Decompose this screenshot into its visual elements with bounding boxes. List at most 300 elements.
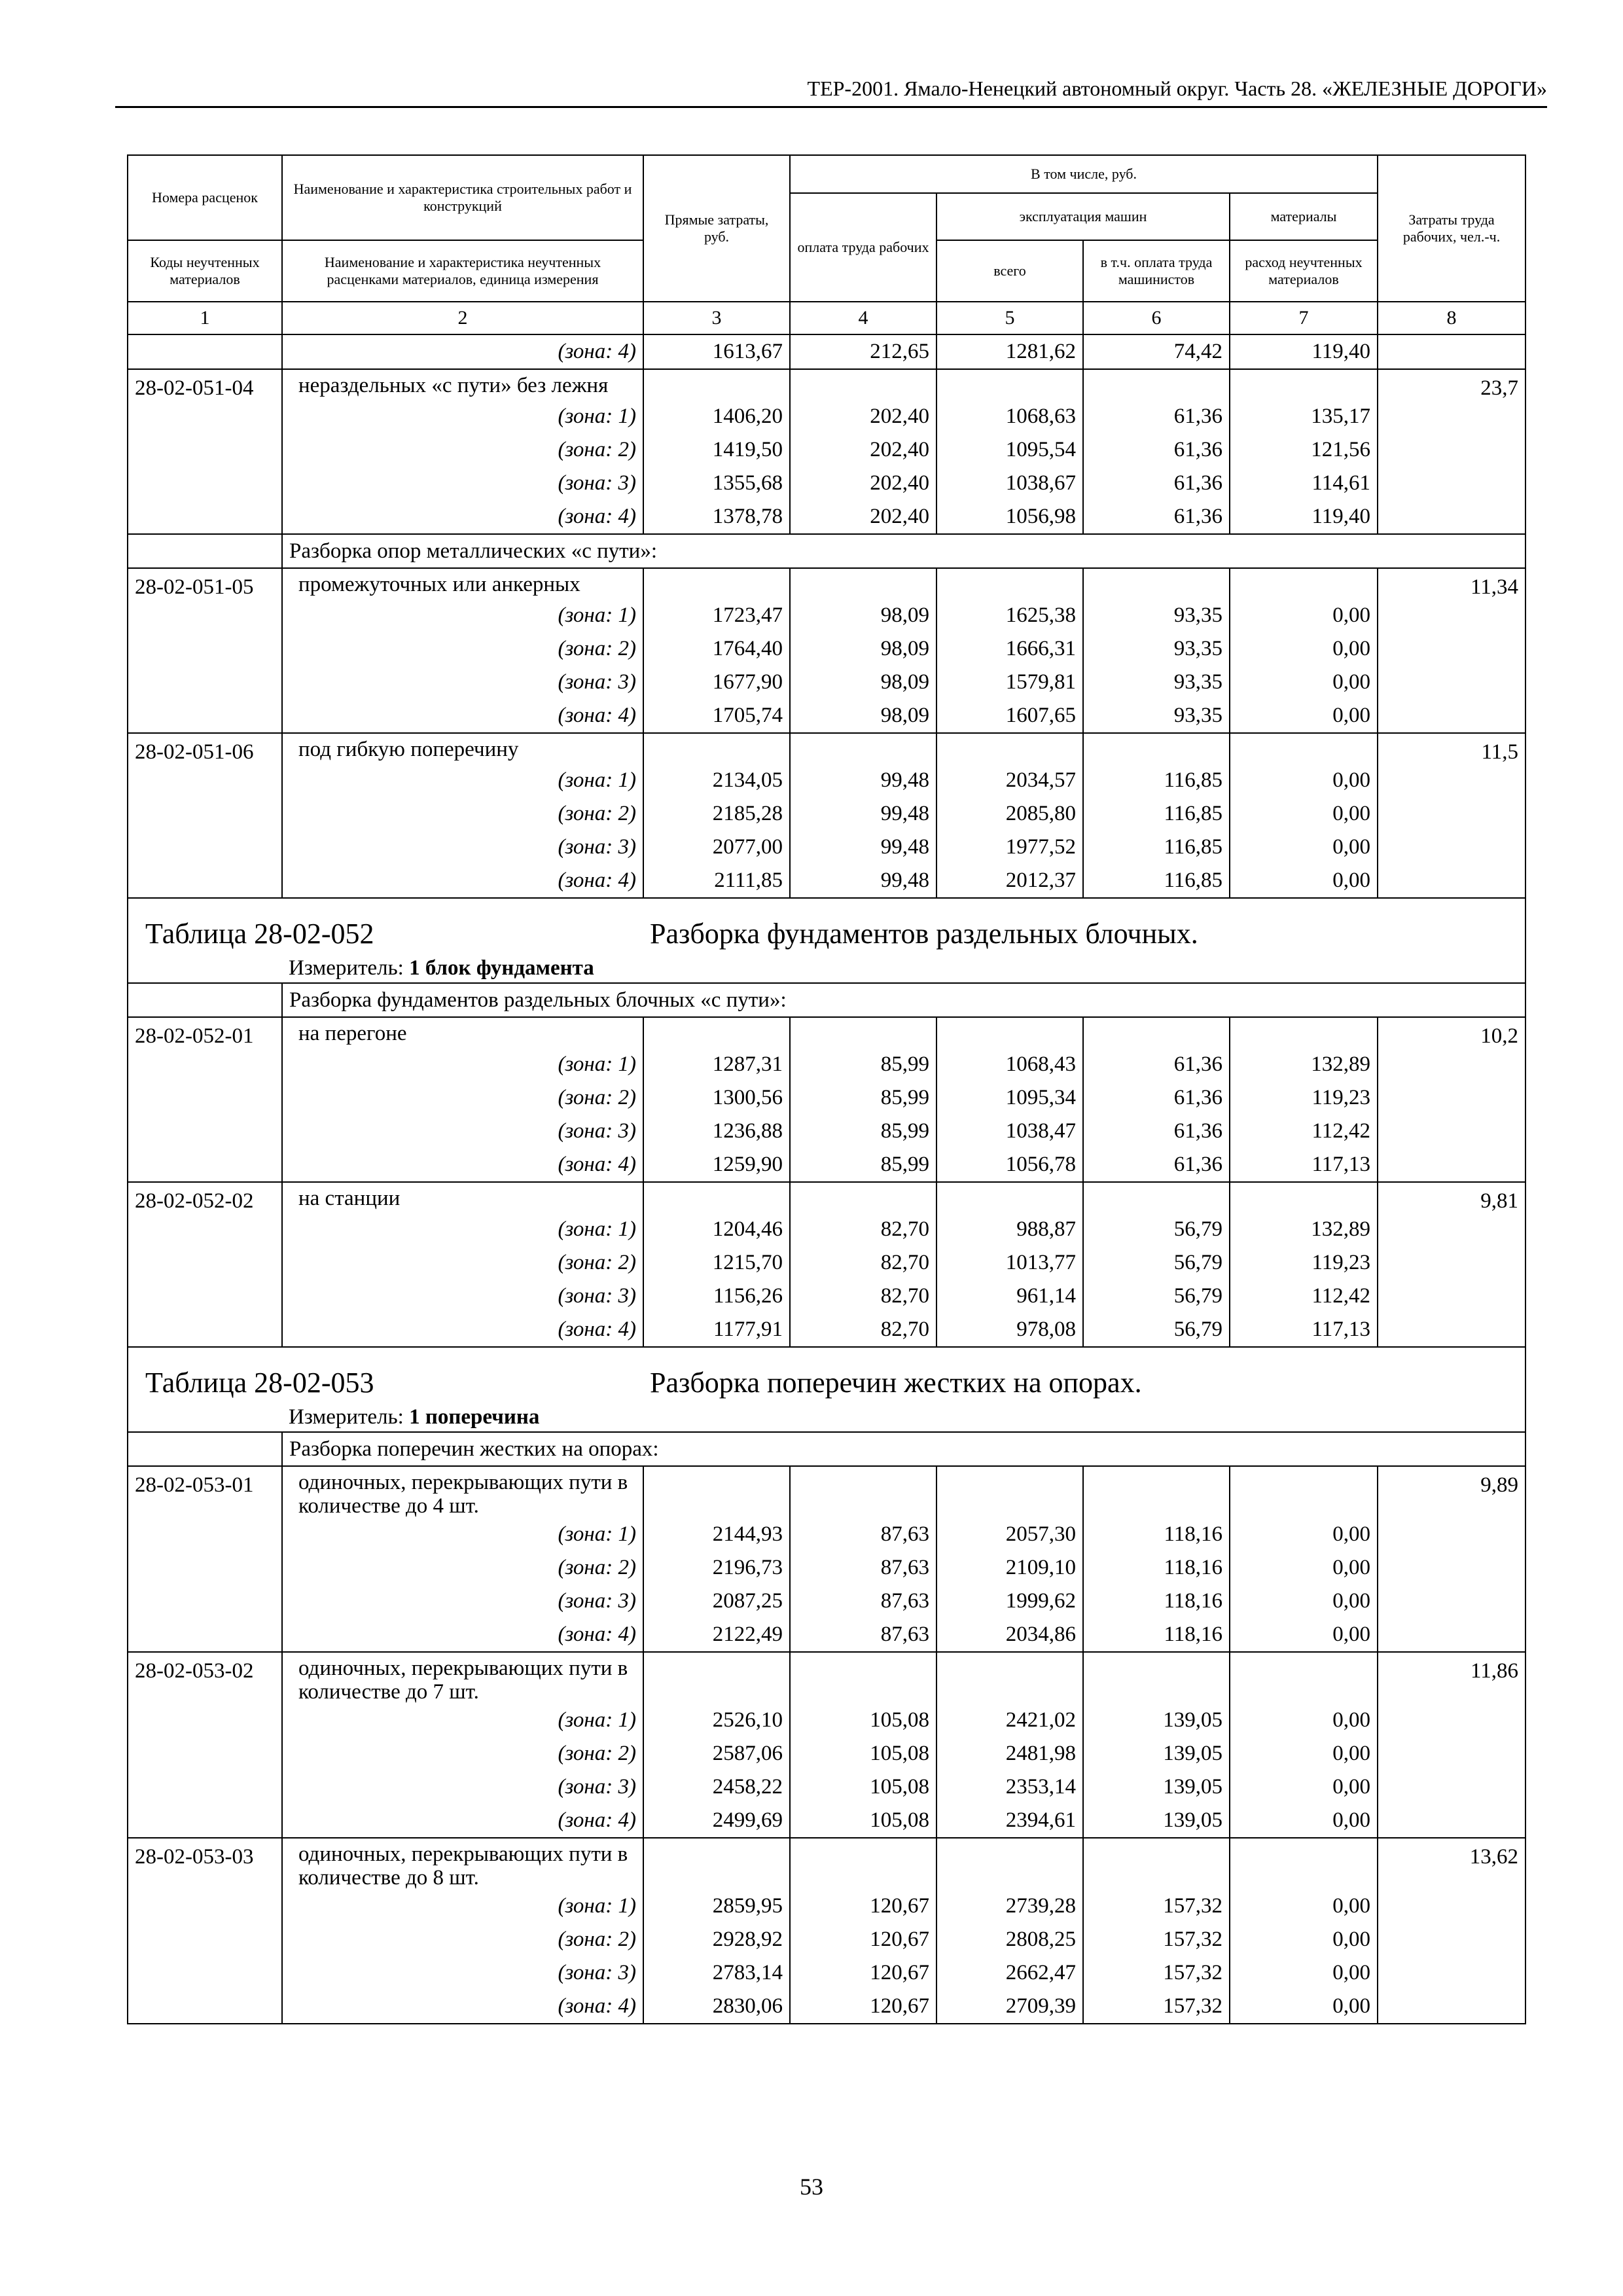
value-cell: 0,00 <box>1230 666 1378 699</box>
labor-hours-cell <box>1378 433 1525 467</box>
zone-label: (зона: 2) <box>282 433 643 467</box>
code-cell <box>128 1804 282 1838</box>
value-cell: 1666,31 <box>936 632 1083 666</box>
zone-label: (зона: 3) <box>282 1585 643 1618</box>
zone-row <box>128 1890 1525 1923</box>
value-cell: 2012,37 <box>936 864 1083 898</box>
zone-row <box>128 1585 1525 1618</box>
item-code: 28-02-052-02 <box>128 1182 282 1213</box>
zone-label: (зона: 1) <box>282 1213 643 1246</box>
value-cell <box>790 733 936 764</box>
value-cell: 1355,68 <box>643 467 790 500</box>
value-cell: 82,70 <box>790 1313 936 1347</box>
value-cell <box>1083 1466 1230 1518</box>
header-labor-hours: Затраты труда рабочих, чел.-ч. <box>1378 155 1525 302</box>
code-cell <box>128 797 282 831</box>
zone-label: (зона: 3) <box>282 666 643 699</box>
code-cell <box>128 1923 282 1956</box>
value-cell: 135,17 <box>1230 400 1378 433</box>
table-title: Разборка поперечин жестких на опорах. <box>643 1347 1525 1403</box>
value-cell: 139,05 <box>1083 1770 1230 1804</box>
value-cell: 112,42 <box>1230 1280 1378 1313</box>
value-cell <box>643 733 790 764</box>
value-cell: 99,48 <box>790 864 936 898</box>
code-cell <box>128 954 282 983</box>
code-cell <box>128 433 282 467</box>
value-cell: 2034,57 <box>936 764 1083 797</box>
value-cell: 85,99 <box>790 1048 936 1081</box>
value-cell <box>1083 1838 1230 1890</box>
labor-hours-cell <box>1378 764 1525 797</box>
zone-label: (зона: 3) <box>282 467 643 500</box>
item-title: одиночных, перекрывающих пути в количестве до 4 шт. <box>282 1466 643 1518</box>
header-machinist-pay: в т.ч. оплата труда машинистов <box>1083 240 1230 302</box>
value-cell: 2085,80 <box>936 797 1083 831</box>
code-cell <box>128 1081 282 1115</box>
value-cell: 98,09 <box>790 599 936 632</box>
value-cell <box>643 369 790 400</box>
value-cell: 2783,14 <box>643 1956 790 1990</box>
value-cell: 1406,20 <box>643 400 790 433</box>
zone-row <box>128 599 1525 632</box>
header-labor-pay: оплата труда рабочих <box>790 193 936 302</box>
value-cell: 2830,06 <box>643 1990 790 2024</box>
value-cell: 2111,85 <box>643 864 790 898</box>
zone-row <box>128 1990 1525 2024</box>
value-cell <box>643 1652 790 1704</box>
zone-label: (зона: 1) <box>282 599 643 632</box>
value-cell <box>790 1017 936 1048</box>
value-cell: 202,40 <box>790 433 936 467</box>
value-cell: 0,00 <box>1230 599 1378 632</box>
item-title: на станции <box>282 1182 643 1213</box>
zone-label: (зона: 4) <box>282 1990 643 2024</box>
value-cell: 93,35 <box>1083 599 1230 632</box>
value-cell: 118,16 <box>1083 1585 1230 1618</box>
value-cell: 0,00 <box>1230 1804 1378 1838</box>
value-cell: 1095,34 <box>936 1081 1083 1115</box>
value-cell: 157,32 <box>1083 1956 1230 1990</box>
labor-hours-cell <box>1378 1618 1525 1652</box>
value-cell: 61,36 <box>1083 467 1230 500</box>
zone-row <box>128 666 1525 699</box>
value-cell: 1764,40 <box>643 632 790 666</box>
value-cell: 2587,06 <box>643 1737 790 1770</box>
measure-label: Измеритель: <box>289 956 404 980</box>
value-cell: 0,00 <box>1230 864 1378 898</box>
zone-label: (зона: 3) <box>282 1770 643 1804</box>
value-cell <box>1083 1182 1230 1213</box>
zone-row <box>128 1923 1525 1956</box>
value-cell: 157,32 <box>1083 1990 1230 2024</box>
column-numbers-row <box>128 302 1525 334</box>
value-cell: 61,36 <box>1083 1048 1230 1081</box>
value-cell: 2709,39 <box>936 1990 1083 2024</box>
value-cell: 2144,93 <box>643 1518 790 1551</box>
zone-label: (зона: 2) <box>282 1246 643 1280</box>
value-cell: 1056,98 <box>936 500 1083 534</box>
value-cell <box>1230 1838 1378 1890</box>
value-cell: 212,65 <box>790 334 936 369</box>
zone-label: (зона: 1) <box>282 1704 643 1737</box>
value-cell: 961,14 <box>936 1280 1083 1313</box>
value-cell: 114,61 <box>1230 467 1378 500</box>
value-cell: 85,99 <box>790 1081 936 1115</box>
value-cell: 120,67 <box>790 1956 936 1990</box>
measure-row <box>128 1403 1525 1432</box>
value-cell: 2662,47 <box>936 1956 1083 1990</box>
code-cell <box>128 1551 282 1585</box>
group-heading-row <box>128 1432 1525 1466</box>
zone-row <box>128 1518 1525 1551</box>
measure-text <box>282 954 1525 983</box>
zone-label: (зона: 1) <box>282 1890 643 1923</box>
code-cell <box>128 864 282 898</box>
code-cell <box>128 1990 282 2024</box>
labor-hours: 9,81 <box>1378 1182 1525 1213</box>
code-cell <box>128 534 282 568</box>
price-table <box>127 154 1526 2024</box>
value-cell: 1056,78 <box>936 1148 1083 1182</box>
value-cell <box>790 369 936 400</box>
value-cell: 1068,63 <box>936 400 1083 433</box>
value-cell: 0,00 <box>1230 699 1378 733</box>
value-cell <box>936 1017 1083 1048</box>
labor-hours-cell <box>1378 632 1525 666</box>
code-cell <box>128 1585 282 1618</box>
value-cell: 1977,52 <box>936 831 1083 864</box>
value-cell: 0,00 <box>1230 1618 1378 1652</box>
running-header: ТЕР-2001. Ямало-Ненецкий автономный округ. Часть 28. «ЖЕЛЕЗНЫЕ ДОРОГИ» <box>115 71 1547 108</box>
value-cell: 56,79 <box>1083 1246 1230 1280</box>
value-cell: 82,70 <box>790 1246 936 1280</box>
value-cell: 202,40 <box>790 500 936 534</box>
table-label: Таблица 28-02-053 <box>128 1347 643 1403</box>
value-cell: 202,40 <box>790 467 936 500</box>
header-name-top: Наименование и характеристика строительных работ и конструкций <box>282 155 643 240</box>
labor-hours-cell <box>1378 1213 1525 1246</box>
column-number: 6 <box>1083 302 1230 334</box>
value-cell: 85,99 <box>790 1115 936 1148</box>
value-cell <box>1083 1017 1230 1048</box>
item-title: одиночных, перекрывающих пути в количестве до 8 шт. <box>282 1838 643 1890</box>
code-cell <box>128 1148 282 1182</box>
labor-hours-cell <box>1378 1990 1525 2024</box>
code-cell <box>128 1432 282 1466</box>
value-cell: 1613,67 <box>643 334 790 369</box>
code-cell <box>128 467 282 500</box>
item-code: 28-02-051-05 <box>128 568 282 599</box>
labor-hours-cell <box>1378 1048 1525 1081</box>
value-cell <box>643 568 790 599</box>
value-cell: 2034,86 <box>936 1618 1083 1652</box>
value-cell: 2196,73 <box>643 1551 790 1585</box>
labor-hours: 11,86 <box>1378 1652 1525 1704</box>
code-cell <box>128 334 282 369</box>
zone-label: (зона: 4) <box>282 1313 643 1347</box>
value-cell: 61,36 <box>1083 1081 1230 1115</box>
item-code: 28-02-052-01 <box>128 1017 282 1048</box>
zone-label: (зона: 2) <box>282 632 643 666</box>
value-cell: 82,70 <box>790 1213 936 1246</box>
item-title-row <box>128 1182 1525 1213</box>
code-cell <box>128 1313 282 1347</box>
value-cell: 1259,90 <box>643 1148 790 1182</box>
value-cell: 2122,49 <box>643 1618 790 1652</box>
item-title-row <box>128 1466 1525 1518</box>
labor-hours-cell <box>1378 1923 1525 1956</box>
value-cell <box>1230 1466 1378 1518</box>
value-cell: 74,42 <box>1083 334 1230 369</box>
zone-row <box>128 1246 1525 1280</box>
value-cell: 1378,78 <box>643 500 790 534</box>
value-cell: 978,08 <box>936 1313 1083 1347</box>
value-cell: 2499,69 <box>643 1804 790 1838</box>
value-cell: 0,00 <box>1230 764 1378 797</box>
value-cell: 1300,56 <box>643 1081 790 1115</box>
value-cell: 61,36 <box>1083 1115 1230 1148</box>
value-cell: 0,00 <box>1230 1737 1378 1770</box>
item-title-row <box>128 1838 1525 1890</box>
zone-row <box>128 632 1525 666</box>
value-cell: 2739,28 <box>936 1890 1083 1923</box>
zone-label: (зона: 3) <box>282 1956 643 1990</box>
zone-row <box>128 1313 1525 1347</box>
group-heading: Разборка поперечин жестких на опорах: <box>282 1432 1525 1466</box>
value-cell <box>790 1466 936 1518</box>
zone-row <box>128 1551 1525 1585</box>
item-code: 28-02-053-03 <box>128 1838 282 1890</box>
item-title: на перегоне <box>282 1017 643 1048</box>
labor-hours: 23,7 <box>1378 369 1525 400</box>
value-cell: 93,35 <box>1083 666 1230 699</box>
labor-hours-cell <box>1378 797 1525 831</box>
value-cell <box>1083 1652 1230 1704</box>
value-cell <box>790 1838 936 1890</box>
value-cell: 1677,90 <box>643 666 790 699</box>
zone-label: (зона: 3) <box>282 1115 643 1148</box>
value-cell: 56,79 <box>1083 1213 1230 1246</box>
table-header <box>128 155 1525 302</box>
labor-hours-cell <box>1378 1585 1525 1618</box>
header-direct-costs: Прямые затраты, руб. <box>643 155 790 302</box>
value-cell: 99,48 <box>790 831 936 864</box>
value-cell: 2353,14 <box>936 1770 1083 1804</box>
value-cell: 119,23 <box>1230 1246 1378 1280</box>
column-number: 7 <box>1230 302 1378 334</box>
value-cell: 1579,81 <box>936 666 1083 699</box>
value-cell: 120,67 <box>790 1890 936 1923</box>
zone-row <box>128 1770 1525 1804</box>
labor-hours: 10,2 <box>1378 1017 1525 1048</box>
value-cell <box>936 733 1083 764</box>
zone-row <box>128 1148 1525 1182</box>
item-title-row <box>128 733 1525 764</box>
column-number: 3 <box>643 302 790 334</box>
value-cell: 120,67 <box>790 1923 936 1956</box>
value-cell: 2859,95 <box>643 1890 790 1923</box>
value-cell: 0,00 <box>1230 1923 1378 1956</box>
value-cell: 2928,92 <box>643 1923 790 1956</box>
zone-row <box>128 500 1525 534</box>
value-cell: 118,16 <box>1083 1618 1230 1652</box>
value-cell: 157,32 <box>1083 1890 1230 1923</box>
value-cell <box>936 1838 1083 1890</box>
zone-row <box>128 1618 1525 1652</box>
value-cell: 61,36 <box>1083 1148 1230 1182</box>
code-cell <box>128 666 282 699</box>
column-number: 8 <box>1378 302 1525 334</box>
table-label: Таблица 28-02-052 <box>128 898 643 954</box>
value-cell: 0,00 <box>1230 632 1378 666</box>
zone-row <box>128 1737 1525 1770</box>
value-cell: 82,70 <box>790 1280 936 1313</box>
labor-hours-cell <box>1378 334 1525 369</box>
value-cell: 105,08 <box>790 1804 936 1838</box>
value-cell: 988,87 <box>936 1213 1083 1246</box>
zone-row <box>128 1956 1525 1990</box>
header-including: В том числе, руб. <box>790 155 1378 193</box>
item-title-row <box>128 1017 1525 1048</box>
value-cell: 1095,54 <box>936 433 1083 467</box>
value-cell: 132,89 <box>1230 1048 1378 1081</box>
value-cell <box>1083 568 1230 599</box>
item-code: 28-02-053-02 <box>128 1652 282 1704</box>
value-cell <box>1230 1652 1378 1704</box>
item-title-row <box>128 369 1525 400</box>
value-cell: 0,00 <box>1230 1551 1378 1585</box>
value-cell: 1204,46 <box>643 1213 790 1246</box>
value-cell: 1156,26 <box>643 1280 790 1313</box>
value-cell: 105,08 <box>790 1737 936 1770</box>
code-cell <box>128 983 282 1017</box>
item-code: 28-02-051-06 <box>128 733 282 764</box>
labor-hours-cell <box>1378 699 1525 733</box>
zone-label: (зона: 1) <box>282 1048 643 1081</box>
header-name-bottom: Наименование и характеристика неучтенных расценками материалов, единица измерения <box>282 240 643 302</box>
code-cell <box>128 1890 282 1923</box>
labor-hours-cell <box>1378 1956 1525 1990</box>
zone-label: (зона: 4) <box>282 864 643 898</box>
code-cell <box>128 831 282 864</box>
value-cell: 139,05 <box>1083 1704 1230 1737</box>
item-code: 28-02-053-01 <box>128 1466 282 1518</box>
code-cell <box>128 1280 282 1313</box>
value-cell: 1038,47 <box>936 1115 1083 1148</box>
value-cell: 139,05 <box>1083 1804 1230 1838</box>
value-cell: 202,40 <box>790 400 936 433</box>
value-cell: 1723,47 <box>643 599 790 632</box>
zone-label: (зона: 1) <box>282 1518 643 1551</box>
code-cell <box>128 400 282 433</box>
value-cell: 0,00 <box>1230 1518 1378 1551</box>
measure-label: Измеритель: <box>289 1405 404 1429</box>
value-cell <box>1230 1182 1378 1213</box>
labor-hours-cell <box>1378 1518 1525 1551</box>
group-heading: Разборка фундаментов раздельных блочных «с пути»: <box>282 983 1525 1017</box>
value-cell: 85,99 <box>790 1148 936 1182</box>
value-cell: 1625,38 <box>936 599 1083 632</box>
zone-row <box>128 1115 1525 1148</box>
zone-row <box>128 797 1525 831</box>
zone-row <box>128 1280 1525 1313</box>
labor-hours-cell <box>1378 1246 1525 1280</box>
labor-hours-cell <box>1378 500 1525 534</box>
code-cell <box>128 1403 282 1432</box>
value-cell: 87,63 <box>790 1518 936 1551</box>
code-cell <box>128 599 282 632</box>
value-cell: 1068,43 <box>936 1048 1083 1081</box>
value-cell: 116,85 <box>1083 831 1230 864</box>
zone-label: (зона: 1) <box>282 400 643 433</box>
value-cell: 112,42 <box>1230 1115 1378 1148</box>
group-heading: Разборка опор металлических «с пути»: <box>282 534 1525 568</box>
labor-hours-cell <box>1378 1280 1525 1313</box>
value-cell: 56,79 <box>1083 1313 1230 1347</box>
code-cell <box>128 1737 282 1770</box>
labor-hours-cell <box>1378 1770 1525 1804</box>
value-cell: 118,16 <box>1083 1551 1230 1585</box>
value-cell: 2077,00 <box>643 831 790 864</box>
header-machines: эксплуатация машин <box>936 193 1230 240</box>
group-heading-row <box>128 534 1525 568</box>
value-cell <box>790 1652 936 1704</box>
value-cell: 2185,28 <box>643 797 790 831</box>
table-title: Разборка фундаментов раздельных блочных. <box>643 898 1525 954</box>
zone-row <box>128 400 1525 433</box>
zone-label: (зона: 2) <box>282 797 643 831</box>
item-title: одиночных, перекрывающих пути в количестве до 7 шт. <box>282 1652 643 1704</box>
value-cell: 1177,91 <box>643 1313 790 1347</box>
measure-row <box>128 954 1525 983</box>
zone-row <box>128 467 1525 500</box>
code-cell <box>128 1618 282 1652</box>
code-cell <box>128 1115 282 1148</box>
zone-label: (зона: 4) <box>282 1804 643 1838</box>
value-cell: 119,23 <box>1230 1081 1378 1115</box>
value-cell: 116,85 <box>1083 797 1230 831</box>
labor-hours-cell <box>1378 1081 1525 1115</box>
value-cell: 2458,22 <box>643 1770 790 1804</box>
value-cell <box>1083 369 1230 400</box>
value-cell: 2134,05 <box>643 764 790 797</box>
header-machines-total: всего <box>936 240 1083 302</box>
value-cell: 0,00 <box>1230 1956 1378 1990</box>
zone-row <box>128 864 1525 898</box>
measure-value: 1 блок фундамента <box>409 956 594 980</box>
value-cell: 1236,88 <box>643 1115 790 1148</box>
value-cell <box>936 369 1083 400</box>
value-cell: 87,63 <box>790 1585 936 1618</box>
value-cell: 1215,70 <box>643 1246 790 1280</box>
zone-label: (зона: 4) <box>282 699 643 733</box>
zone-row <box>128 831 1525 864</box>
item-title-row <box>128 1652 1525 1704</box>
column-number: 4 <box>790 302 936 334</box>
zone-row <box>128 1081 1525 1115</box>
zone-label: (зона: 3) <box>282 1280 643 1313</box>
zone-row <box>128 1048 1525 1081</box>
value-cell: 2109,10 <box>936 1551 1083 1585</box>
value-cell: 1705,74 <box>643 699 790 733</box>
column-number: 5 <box>936 302 1083 334</box>
value-cell: 98,09 <box>790 632 936 666</box>
zone-label: (зона: 2) <box>282 1737 643 1770</box>
code-cell <box>128 1770 282 1804</box>
labor-hours-cell <box>1378 467 1525 500</box>
carry-over-row <box>128 334 1525 369</box>
labor-hours-cell <box>1378 1890 1525 1923</box>
